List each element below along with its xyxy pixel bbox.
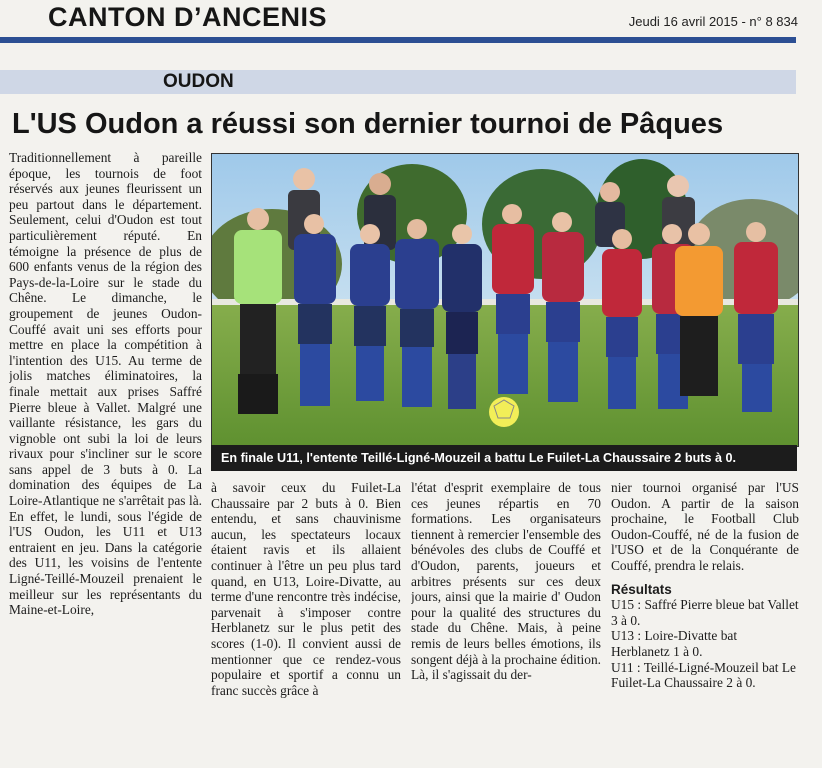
result-u15: U15 : Saffré Pierre bleue bat Vallet 3 à 0.	[611, 597, 799, 628]
issue-date: Jeudi 16 avril 2015 - n° 8 834	[628, 14, 798, 29]
article-text-4: nier tournoi organisé par l'US Oudon. A partir de la saison prochaine, le Football Club Oudon-Couffé, né de la fusion de l'USO et de la Conquérante de Couffé, prendra le relais.	[611, 480, 799, 573]
article-column-4	[611, 480, 799, 762]
masthead	[0, 0, 822, 46]
article-column-3	[411, 480, 601, 762]
results-title: Résultats	[611, 581, 672, 597]
article-text-3: l'état d'esprit exemplaire de tous ces jeunes répartis en 70 formations. Les organisateurs tiennent à remercier l'ensemble des bénévoles des clubs de Couffé et d'Oudon, parents, joueurs et arbitres présents sur ces deux jours, ainsi que la mairie d' Oudon pour la qualité des structures du stade du Chêne. Mais, à peine remis de leurs belles émotions, ils songent déjà à la prochaine édition. Là, il s'agissait du der-	[411, 480, 601, 683]
team-photo-illustration	[212, 154, 798, 446]
article-text-1: Traditionnellement à pareille époque, les tournois de foot réservés aux jeunes fleurissent un peu partout dans le département. Seulement, celui d'Oudon est tout particulièrement réputé. En témoigne la présence de plus de 600 enfants venus de la région des Pays-de-la-Loire sur le stade du Chêne. Le dimanche, le groupement de jeunes Oudon-Couffé avait uni ses efforts pour mettre en place la compétition à l'intention des U15. Au terme de jolis matches éliminatoires, la finale mettait aux prises Saffré Pierre bleue à Vallet. Malgré une vaillante résistance, les gars du vignoble ont subi la loi de leurs rivaux pour s'incliner sur le score sans appel de 3 buts à 0. La domination des équipes de La Loire-Atlantique ne s'arrêtait pas là. En effet, le lundi, sous l'égide de l'US Oudon, les U11 et U13 entraient en jeu. Dans la catégorie des U11, les voisins de l'entente Ligné-Teillé-Mouzeil prenaient le meilleur sur les représentants du Maine-et-Loire,	[9, 150, 202, 618]
article-column-1	[9, 150, 202, 762]
result-u11: U11 : Teillé-Ligné-Mouzeil bat Le Fuilet-La Chaussaire 2 à 0.	[611, 659, 796, 691]
photo-caption: En finale U11, l'entente Teillé-Ligné-Mouzeil a battu Le Fuilet-La Chaussaire 2 buts à 0.	[211, 445, 797, 471]
article-headline: L'US Oudon a réussi son dernier tournoi de Pâques	[12, 108, 724, 140]
section-label: OUDON	[163, 71, 234, 92]
team-photo	[211, 153, 799, 447]
section-band	[0, 70, 796, 94]
edition-title: CANTON D’ANCENIS	[48, 2, 328, 32]
result-u13: U13 : Loire-Divatte bat Herblanetz 1 à 0.	[611, 628, 738, 659]
masthead-rule	[0, 37, 796, 43]
article-column-2	[211, 480, 401, 762]
article-text-2: à savoir ceux du Fuilet-La Chaussaire par 2 buts à 0. Bien entendu, et sans chauvinisme aucun, les spectateurs locaux étaient ravis et ils allaient continuer à l'être un peu plus tard quand, en U13, Loire-Divatte, au terme d'une rencontre très indécise, parvenait à s'imposer contre Herblanetz sur le plus petit des scores (1-0). Il convient aussi de mentionner que ce rendez-vous populaire et sportif a connu un franc succès grâce à	[211, 480, 401, 698]
